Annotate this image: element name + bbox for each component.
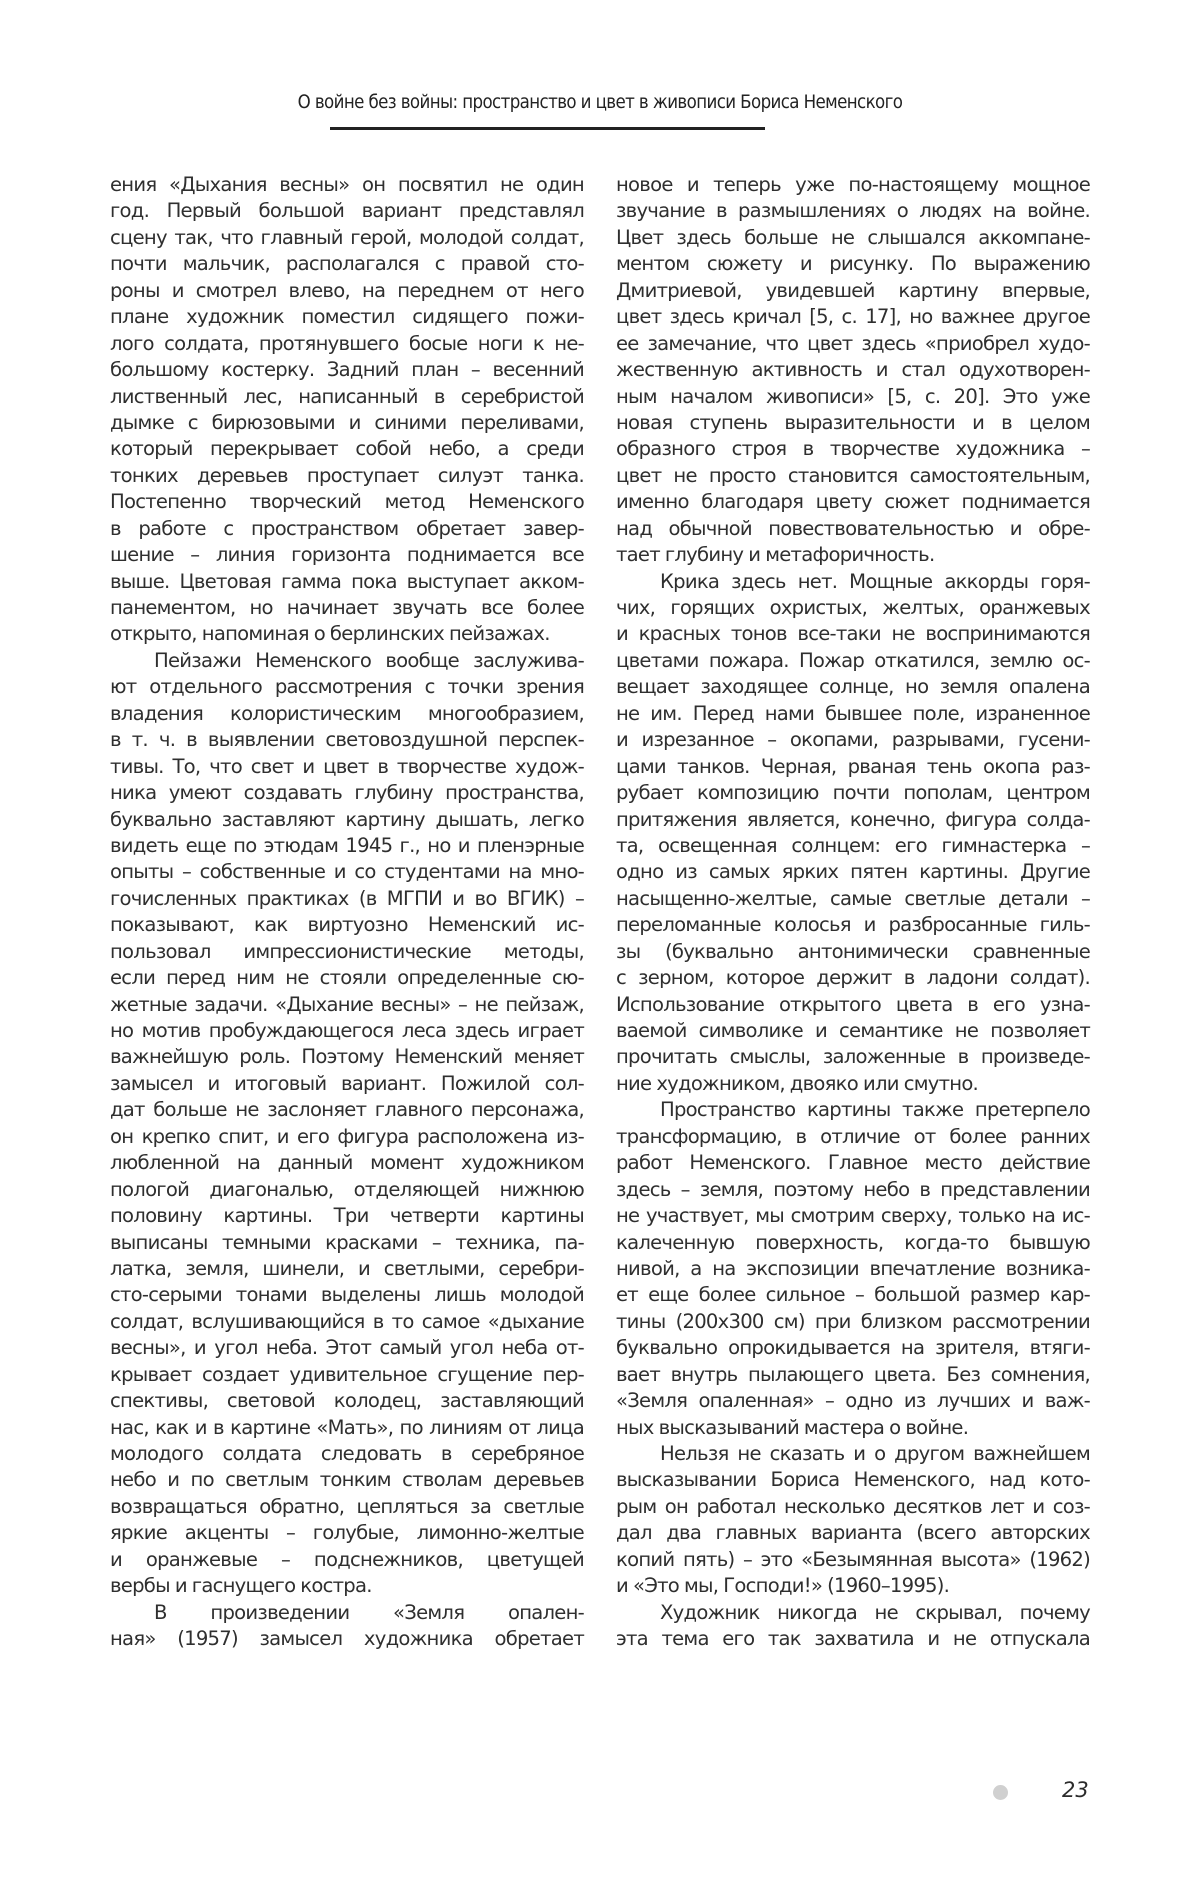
text-line: молодого солдата следовать в серебряное xyxy=(110,1442,584,1465)
text-line: дымке с бирюзовыми и синими переливами, xyxy=(110,410,584,434)
text-line: сто-серыми тонами выделены лишь молодой xyxy=(110,1283,584,1307)
text-line: плане художник поместил сидящего пожи- xyxy=(110,305,584,329)
text-line: тивы. То, что свет и цвет в творчестве худож- xyxy=(110,754,584,778)
text-line: вербы и гаснущего костра. xyxy=(110,1574,372,1598)
text-line: буквально опрокидывается на зрителя, втяги- xyxy=(616,1336,1090,1360)
text-line: крывает создает удивительное сгущение пер- xyxy=(110,1362,584,1386)
text-line: Использование открытого цвета в его узна- xyxy=(616,992,1090,1016)
text-line: высказывании Бориса Неменского, над кото- xyxy=(616,1468,1090,1492)
text-line: но мотив пробуждающегося леса здесь играет xyxy=(110,1019,584,1042)
text-line: лиственный лес, написанный в серебристой xyxy=(110,384,584,408)
text-line: чих, горящих охристых, желтых, оранжевых xyxy=(616,596,1090,619)
text-line: Пейзажи Неменского вообще заслужива- xyxy=(154,648,584,672)
text-line: новая ступень выразительности и в целом xyxy=(616,410,1090,434)
text-line: он крепко спит, и его фигура расположена из- xyxy=(110,1124,584,1148)
text-line: тины (200х300 см) при близком рассмотрении xyxy=(616,1309,1090,1333)
text-line: половину картины. Три четверти картины xyxy=(110,1204,584,1228)
text-line: спективы, световой колодец, заставляющий xyxy=(110,1389,584,1413)
text-line: владения колористическим многообразием, xyxy=(110,701,584,725)
text-line: выше. Цветовая гамма пока выступает акком- xyxy=(110,569,584,593)
text-line: Крика здесь нет. Мощные аккорды горя- xyxy=(660,569,1090,593)
text-line: панементом, но начинает звучать все более xyxy=(110,596,584,619)
text-line: роны и смотрел влево, на переднем от него xyxy=(110,278,584,302)
text-line: сцену так, что главный герой, молодой солдат, xyxy=(110,225,584,249)
text-line: ние художником, двояко или смутно. xyxy=(616,1071,979,1095)
text-column-right xyxy=(616,172,1090,1653)
text-line: жетные задачи. «Дыхание весны» – не пейзаж, xyxy=(110,992,584,1016)
text-line: работ Неменского. Главное место действие xyxy=(616,1151,1090,1175)
text-line: Художник никогда не скрывал, почему xyxy=(660,1600,1090,1624)
text-line: Нельзя не сказать и о другом важнейшем xyxy=(660,1442,1090,1465)
text-line: большому костерку. Задний план – весенний xyxy=(110,358,584,382)
text-line: Постепенно творческий метод Неменского xyxy=(110,490,584,514)
text-line: рым он работал несколько десятков лет и соз- xyxy=(616,1494,1090,1518)
text-line: ника умеют создавать глубину пространства, xyxy=(110,781,584,805)
text-line: латка, земля, шинели, и светлыми, серебри- xyxy=(110,1256,584,1280)
text-line: нас, как и в картине «Мать», по линиям от лица xyxy=(110,1415,584,1439)
text-line: Пространство картины также претерпело xyxy=(660,1098,1090,1122)
text-line: трансформацию, в отличие от более ранних xyxy=(616,1124,1090,1148)
text-line: здесь – земля, поэтому небо в представлении xyxy=(616,1177,1090,1201)
text-line: ваемой символике и семантике не позволяет xyxy=(616,1019,1090,1042)
text-line: цами танков. Черная, рваная тень окопа раз- xyxy=(616,754,1090,778)
text-line: гочисленных практиках (в МГПИ и во ВГИК) – xyxy=(110,886,584,910)
text-line: та, освещенная солнцем: его гимнастерка – xyxy=(616,833,1090,857)
text-line: дат больше не заслоняет главного персонажа, xyxy=(110,1098,584,1122)
text-line: «Земля опаленная» – одно из лучших и важ- xyxy=(616,1389,1090,1413)
text-line: опыты – собственные и со студентами на мно- xyxy=(110,860,584,884)
text-line: яркие акценты – голубые, лимонно-желтые xyxy=(110,1521,584,1545)
text-line: важнейшую роль. Поэтому Неменский меняет xyxy=(110,1045,584,1069)
text-line: калеченную поверхность, когда-то бывшую xyxy=(616,1230,1090,1254)
text-line: ным началом живописи» [5, с. 20]. Это уже xyxy=(616,384,1090,408)
text-line: цвет не просто становится самостоятельным, xyxy=(616,463,1090,487)
text-line: возвращаться обратно, цепляться за светлые xyxy=(110,1494,584,1518)
text-line: замысел и итоговый вариант. Пожилой сол- xyxy=(110,1071,584,1095)
text-line: ения «Дыхания весны» он посвятил не один xyxy=(110,173,584,196)
text-line: зы (буквально антонимически сравненные xyxy=(616,939,1090,963)
text-line: который перекрывает собой небо, а среди xyxy=(110,437,584,461)
text-line: открыто, напоминая о берлинских пейзажах. xyxy=(110,622,550,646)
text-line: цвет здесь кричал [5, с. 17], но важнее другое xyxy=(616,305,1090,329)
text-line: почти мальчик, располагался с правой сто- xyxy=(110,252,584,276)
text-line: копий пять) – это «Безымянная высота» (1962) xyxy=(616,1547,1090,1571)
text-line: одно из самых ярких пятен картины. Другие xyxy=(616,860,1090,884)
text-line: Цвет здесь больше не слышался аккомпане- xyxy=(616,225,1090,249)
text-line: дал два главных варианта (всего авторских xyxy=(616,1521,1090,1545)
text-line: и изрезанное – окопами, разрывами, гусени- xyxy=(616,728,1090,752)
text-line: ют отдельного рассмотрения с точки зрения xyxy=(110,675,584,699)
text-line: шение – линия горизонта поднимается все xyxy=(110,543,584,567)
text-line: образного строя в творчестве художника – xyxy=(616,437,1090,461)
running-header-title: О войне без войны: пространство и цвет в живописи Бориса Неменского xyxy=(297,92,903,113)
text-line: любленной на данный момент художником xyxy=(110,1151,584,1175)
text-line: ментом сюжету и рисунку. По выражению xyxy=(616,252,1090,276)
text-line: вещает заходящее солнце, но земля опалена xyxy=(616,675,1090,699)
text-line: притяжения является, конечно, фигура солда- xyxy=(616,807,1090,831)
text-line: ных высказываний мастера о войне. xyxy=(616,1415,969,1439)
text-line: небо и по светлым тонким стволам деревьев xyxy=(110,1468,584,1492)
text-line: и красных тонов все-таки не воспринимаются xyxy=(616,622,1090,646)
text-line: переломанные колосья и разбросанные гиль- xyxy=(616,913,1090,937)
text-line: звучание в размышлениях о людях на войне. xyxy=(616,199,1090,223)
text-line: эта тема его так захватила и не отпускала xyxy=(616,1627,1090,1651)
text-line: В произведении «Земля опален- xyxy=(154,1600,584,1624)
text-line: если перед ним не стояли определенные сю- xyxy=(110,966,584,990)
text-line: насыщенно-желтые, самые светлые детали – xyxy=(616,886,1090,910)
text-line: выписаны темными красками – техника, па- xyxy=(110,1230,584,1254)
text-line: тает глубину и метафоричность. xyxy=(616,543,935,567)
text-line: рубает композицию почти пополам, центром xyxy=(616,781,1090,805)
text-line: нивой, а на экспозиции впечатление возника- xyxy=(616,1256,1090,1280)
text-line: не участвует, мы смотрим сверху, только на ис- xyxy=(616,1204,1090,1228)
text-line: вает внутрь пылающего цвета. Без сомнения, xyxy=(616,1362,1090,1386)
text-line: пользовал импрессионистические методы, xyxy=(110,939,584,963)
text-line: год. Первый большой вариант представлял xyxy=(110,199,584,223)
text-line: и оранжевые – подснежников, цветущей xyxy=(110,1547,584,1571)
text-column-left xyxy=(110,172,584,1653)
text-line: показывают, как виртуозно Неменский ис- xyxy=(110,913,584,937)
text-line: цветами пожара. Пожар откатился, землю ос- xyxy=(616,648,1090,672)
text-line: не им. Перед нами бывшее поле, израненное xyxy=(616,701,1090,725)
text-line: новое и теперь уже по-настоящему мощное xyxy=(616,173,1090,196)
text-line: ее замечание, что цвет здесь «приобрел худо- xyxy=(616,331,1090,355)
footer-dot-icon xyxy=(993,1785,1008,1800)
text-line: солдат, вслушивающийся в то самое «дыхание xyxy=(110,1309,584,1333)
header-rule xyxy=(330,127,765,130)
text-line: прочитать смыслы, заложенные в произведе- xyxy=(616,1045,1090,1069)
text-line: в т. ч. в выявлении световоздушной перспек- xyxy=(110,728,584,752)
text-line: лого солдата, протянувшего босые ноги к не- xyxy=(110,331,584,355)
text-line: именно благодаря цвету сюжет поднимается xyxy=(616,490,1090,514)
text-line: ная» (1957) замысел художника обретает xyxy=(110,1627,584,1651)
text-line: и «Это мы, Господи!» (1960–1995). xyxy=(616,1574,950,1598)
text-line: в работе с пространством обретает завер- xyxy=(110,516,584,540)
text-line: Дмитриевой, увидевшей картину впервые, xyxy=(616,278,1090,302)
text-line: с зерном, которое держит в ладони солдат). xyxy=(616,966,1090,990)
text-line: тонких деревьев проступает силуэт танка. xyxy=(110,463,584,487)
text-line: над обычной повествовательностью и обре- xyxy=(616,516,1090,540)
text-line: весны», и угол неба. Этот самый угол неба от- xyxy=(110,1336,584,1360)
text-line: буквально заставляют картину дышать, легко xyxy=(110,807,584,831)
text-line: жественную активность и стал одухотворен- xyxy=(616,358,1090,382)
text-line: пологой диагональю, отделяющей нижнюю xyxy=(110,1177,584,1201)
text-line: видеть еще по этюдам 1945 г., но и пленэрные xyxy=(110,833,584,857)
page-number: 23 xyxy=(1062,1778,1089,1802)
text-line: ет еще более сильное – большой размер кар- xyxy=(616,1283,1090,1307)
